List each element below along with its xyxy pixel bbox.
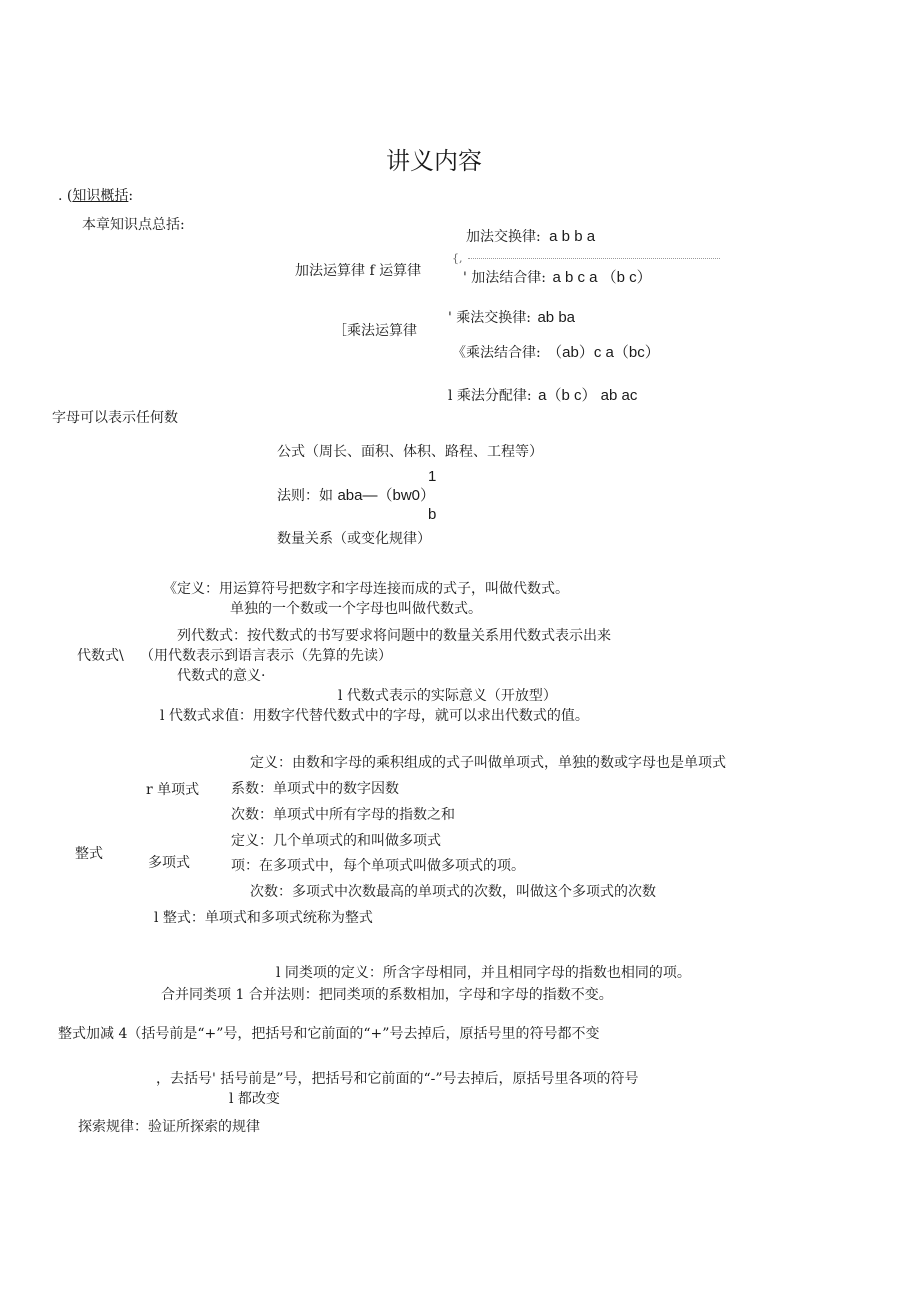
practical-meaning: l 代数式表示的实际意义（开放型） [338, 688, 557, 704]
bracket-minus-rule-cont: l 都改变 [229, 1091, 280, 1107]
multiplication-law-group: ［乘法运算律 [333, 323, 417, 339]
expression-evaluation: l 代数式求值：用数字代替代数式中的字母，就可以求出代数式的值。 [160, 708, 589, 724]
mul-distributive-formula: a（b c） ab ac [538, 387, 638, 404]
algebraic-definition-note: 单独的一个数或一个字母也叫做代数式。 [230, 601, 482, 617]
polynomial-label: 多项式 [148, 855, 190, 871]
bracket-minus-rule: ，去括号' 括号前是”号，把括号和它前面的“-”号去掉后，原括号里各项的符号 [156, 1071, 639, 1087]
add-associative-label: ' 加法结合律: [463, 270, 547, 286]
add-commutative-law [466, 228, 595, 246]
mul-commutative-label: ' 乘法交换律: [448, 310, 532, 326]
add-associative-formula: a b c a （b c） [552, 269, 652, 286]
mul-distributive-label: l 乘法分配律: [448, 388, 532, 404]
summary-intro: 本章知识点总括: [82, 217, 185, 233]
polynomial-summary: l 整式：单项式和多项式统称为整式 [154, 910, 373, 926]
mul-commutative-formula: ab ba [537, 309, 576, 326]
algebraic-definition: 《定义：用运算符号把数字和字母连接而成的式子，叫做代数式。 [163, 581, 569, 597]
polynomial-definition: 定义：几个单项式的和叫做多项式 [231, 833, 441, 849]
polynomial-term: 项：在多项式中，每个单项式叫做多项式的项。 [231, 858, 525, 874]
formula-item: 公式（周长、面积、体积、路程、工程等） [277, 444, 543, 460]
polynomial-expression-label: 整式 [75, 846, 103, 862]
add-commutative-label: 加法交换律: [466, 229, 541, 245]
rule-prefix: 法则：如 [277, 488, 338, 504]
algebraic-expression-label: 代数式\ [77, 648, 124, 664]
monomial-label: r 单项式 [146, 782, 200, 798]
mul-associative-formula: （ab）c a（bc） [547, 344, 660, 361]
like-terms-definition: l 同类项的定义：所含字母相同，并且相同字母的指数也相同的项。 [276, 965, 691, 981]
divider-line [468, 258, 720, 259]
monomial-coefficient: 系数：单项式中的数字因数 [231, 781, 399, 797]
rule-numerator: 1 [428, 468, 437, 485]
letters-heading: 字母可以表示任何数 [52, 410, 178, 426]
section-label: 知识概括 [72, 188, 129, 204]
section-header [58, 187, 133, 205]
rule-item [277, 487, 435, 505]
monomial-degree: 次数：单项式中所有字母的指数之和 [231, 807, 455, 823]
rule-expression: aba—（bw0） [337, 487, 435, 504]
combine-like-terms-rule: 合并同类项 1 合并法则：把同类项的系数相加，字母和字母的指数不变。 [161, 987, 613, 1003]
add-brace: {, [452, 252, 463, 265]
exploration-rule: 探索规律：验证所探索的规律 [78, 1119, 260, 1135]
page-title: 讲义内容 [386, 147, 482, 175]
bracket-plus-rule: 整式加减 4（括号前是“+”号，把括号和它前面的“+”号去掉后，原括号里的符号都不变 [58, 1026, 600, 1042]
add-commutative-formula: a b b a [549, 228, 596, 245]
rule-denominator: b [428, 506, 437, 523]
relation-item: 数量关系（或变化规律） [277, 531, 431, 547]
mul-commutative-law [448, 309, 575, 327]
mul-associative-law [452, 344, 660, 362]
listing-expression: 列代数式：按代数式的书写要求将问题中的数量关系用代数式表示出来 [177, 628, 611, 644]
addition-law-group: 加法运算律 f 运算律 [295, 263, 422, 279]
mul-associative-label: 《乘法结合律: [452, 345, 541, 361]
section-prefix: . ( [58, 188, 73, 204]
expression-meaning: 代数式的意义· [177, 668, 266, 684]
monomial-definition: 定义：由数和字母的乘积组成的式子叫做单项式，单独的数或字母也是单项式 [250, 755, 726, 771]
add-associative-law [463, 269, 652, 287]
expression-to-words: （用代数表示到语言表示（先算的先读） [140, 648, 392, 664]
polynomial-degree: 次数：多项式中次数最高的单项式的次数，叫做这个多项式的次数 [250, 884, 656, 900]
section-suffix: : [128, 188, 134, 204]
mul-distributive-law [448, 387, 637, 405]
